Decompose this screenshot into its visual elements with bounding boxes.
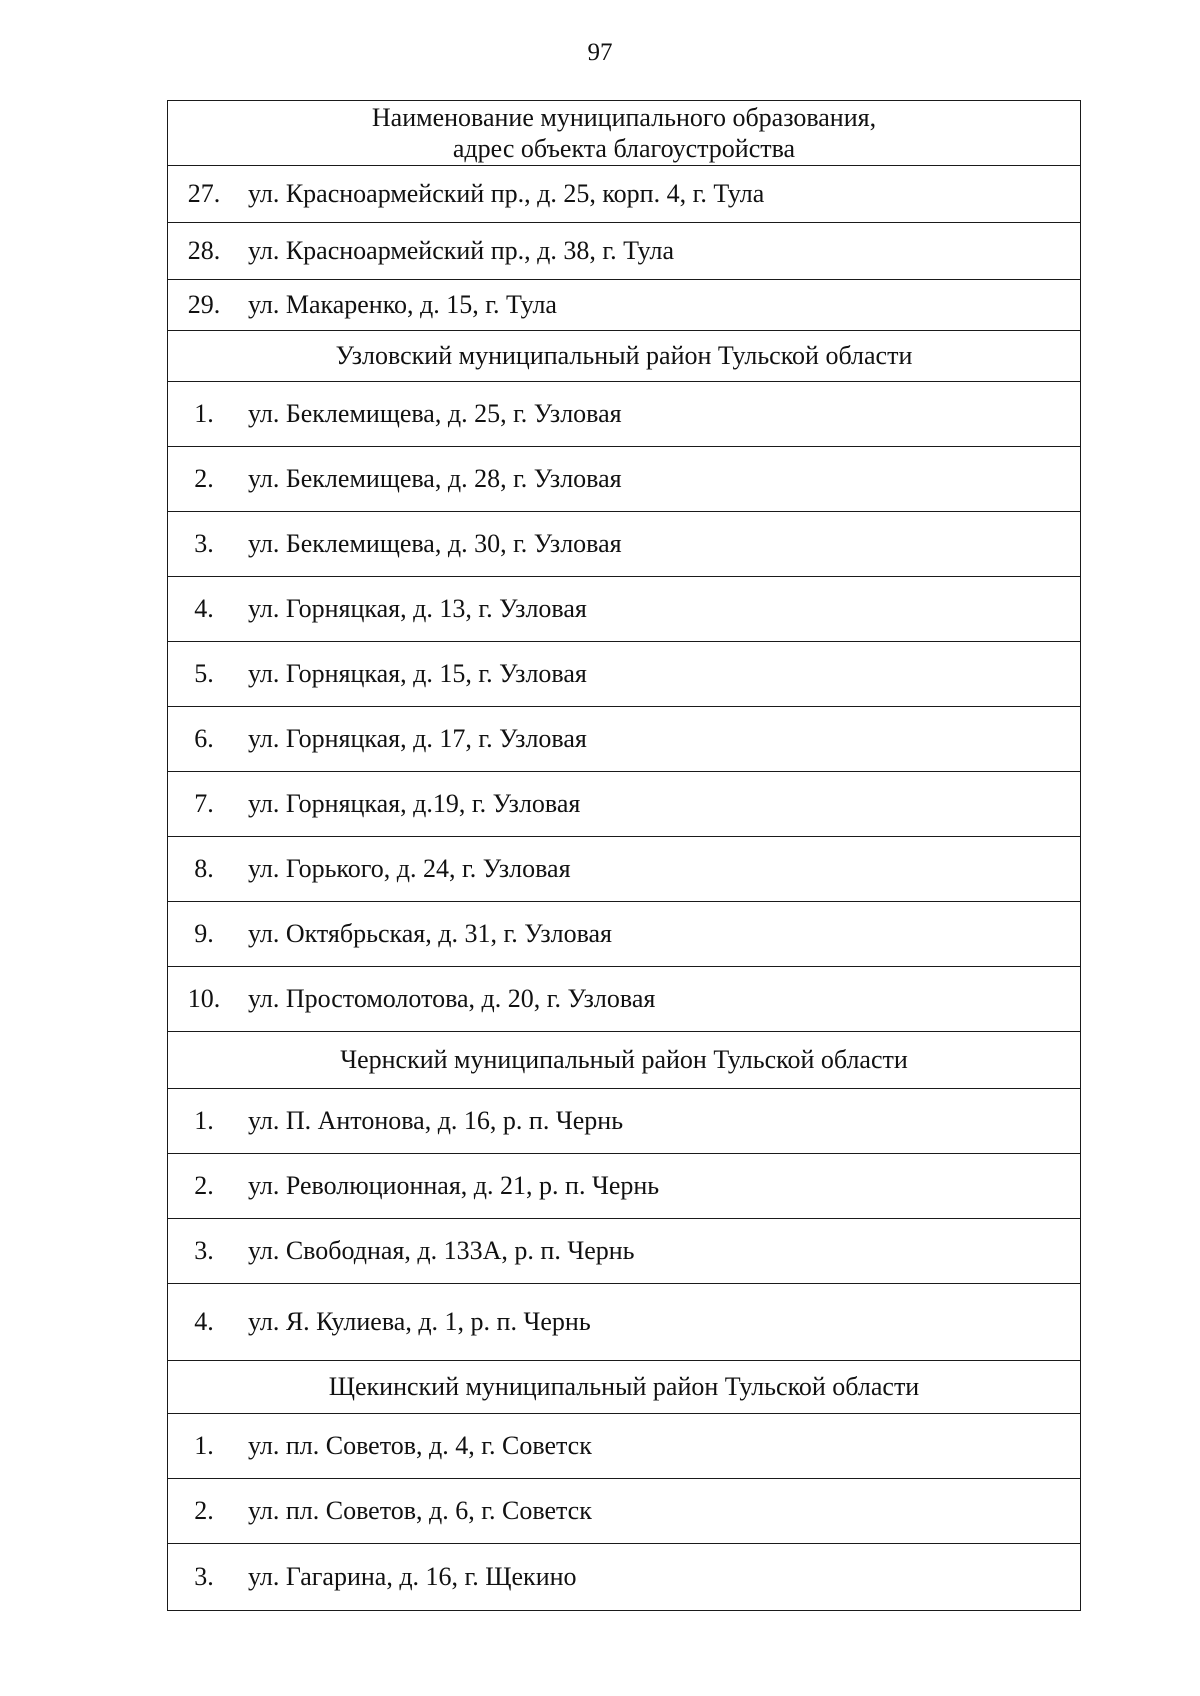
row-number: 3. [194,529,214,558]
row-cell [168,1089,1081,1154]
row-number: 1. [194,1431,214,1460]
table-row [168,902,1081,967]
row-number: 2. [194,464,214,493]
row-address: ул. Свободная, д. 133А, р. п. Чернь [248,1236,635,1265]
row-address: ул. Революционная, д. 21, р. п. Чернь [248,1171,660,1200]
row-address: ул. Беклемищева, д. 28, г. Узловая [248,464,622,493]
row-number: 2. [194,1171,214,1200]
section-title: Узловский муниципальный район Тульской области [168,331,1081,382]
table-row [168,967,1081,1032]
row-number: 4. [194,594,214,623]
table-row [168,1414,1081,1479]
address-table [167,100,1081,1611]
table-row [168,642,1081,707]
table-row [168,1219,1081,1284]
row-number: 9. [194,919,214,948]
header-line-2: адрес объекта благоустройства [452,134,796,163]
row-number: 8. [194,854,214,883]
row-cell [168,166,1081,223]
row-cell [168,512,1081,577]
row-address: ул. Октябрьская, д. 31, г. Узловая [248,919,612,948]
section-header-row [168,1032,1081,1089]
table-row [168,772,1081,837]
row-cell [168,967,1081,1032]
row-address: ул. Горняцкая, д. 17, г. Узловая [248,724,587,753]
table-header-cell [168,101,1081,166]
row-number: 1. [194,399,214,428]
table-row [168,382,1081,447]
section-title: Щекинский муниципальный район Тульской области [168,1361,1081,1414]
row-cell [168,382,1081,447]
row-number: 7. [194,789,214,818]
row-cell [168,1219,1081,1284]
table-row [168,1479,1081,1544]
row-cell [168,1479,1081,1544]
row-address: ул. Простомолотова, д. 20, г. Узловая [248,984,656,1013]
row-number: 10. [187,984,221,1013]
row-cell [168,1414,1081,1479]
row-number: 29. [187,290,221,319]
row-address: ул. Макаренко, д. 15, г. Тула [248,290,557,319]
row-address: ул. Беклемищева, д. 30, г. Узловая [248,529,622,558]
row-cell [168,902,1081,967]
row-address: ул. Я. Кулиева, д. 1, р. п. Чернь [248,1307,591,1336]
table-row [168,1544,1081,1611]
table-header-row [168,101,1081,166]
row-address: ул. Горняцкая, д. 13, г. Узловая [248,594,587,623]
row-cell [168,280,1081,331]
row-address: ул. Красноармейский пр., д. 25, корп. 4, г. Тула [248,179,765,208]
table-row [168,223,1081,280]
row-address: ул. пл. Советов, д. 6, г. Советск [248,1496,592,1525]
section-title: Чернский муниципальный район Тульской области [168,1032,1081,1089]
row-address: ул. Беклемищева, д. 25, г. Узловая [248,399,622,428]
row-address: ул. Горняцкая, д. 15, г. Узловая [248,659,587,688]
header-line-1: Наименование муниципального образования, [371,103,877,132]
row-address: ул. Гагарина, д. 16, г. Щекино [248,1562,577,1591]
row-address: ул. Горького, д. 24, г. Узловая [248,854,571,883]
row-cell [168,447,1081,512]
row-cell [168,642,1081,707]
table-row [168,512,1081,577]
row-cell [168,223,1081,280]
row-number: 1. [194,1106,214,1135]
row-number: 28. [187,236,221,265]
row-cell [168,837,1081,902]
row-number: 6. [194,724,214,753]
row-number: 3. [194,1236,214,1265]
page-number: 97 [587,39,613,66]
row-cell [168,772,1081,837]
row-cell [168,1544,1081,1611]
table-row [168,447,1081,512]
row-number: 3. [194,1562,214,1591]
section-header-row [168,1361,1081,1414]
row-address: ул. пл. Советов, д. 4, г. Советск [248,1431,592,1460]
row-number: 4. [194,1307,214,1336]
row-address: ул. Горняцкая, д.19, г. Узловая [248,789,581,818]
table-row [168,1089,1081,1154]
table-row [168,166,1081,223]
table-row [168,707,1081,772]
row-address: ул. Красноармейский пр., д. 38, г. Тула [248,236,675,265]
row-cell [168,707,1081,772]
table-row [168,280,1081,331]
table-row [168,1284,1081,1361]
row-number: 2. [194,1496,214,1525]
table-row [168,577,1081,642]
section-header-row [168,331,1081,382]
row-cell [168,1154,1081,1219]
row-number: 5. [194,659,214,688]
row-cell [168,577,1081,642]
row-address: ул. П. Антонова, д. 16, р. п. Чернь [248,1106,624,1135]
table-row [168,1154,1081,1219]
row-number: 27. [187,179,221,208]
row-cell [168,1284,1081,1361]
table-row [168,837,1081,902]
